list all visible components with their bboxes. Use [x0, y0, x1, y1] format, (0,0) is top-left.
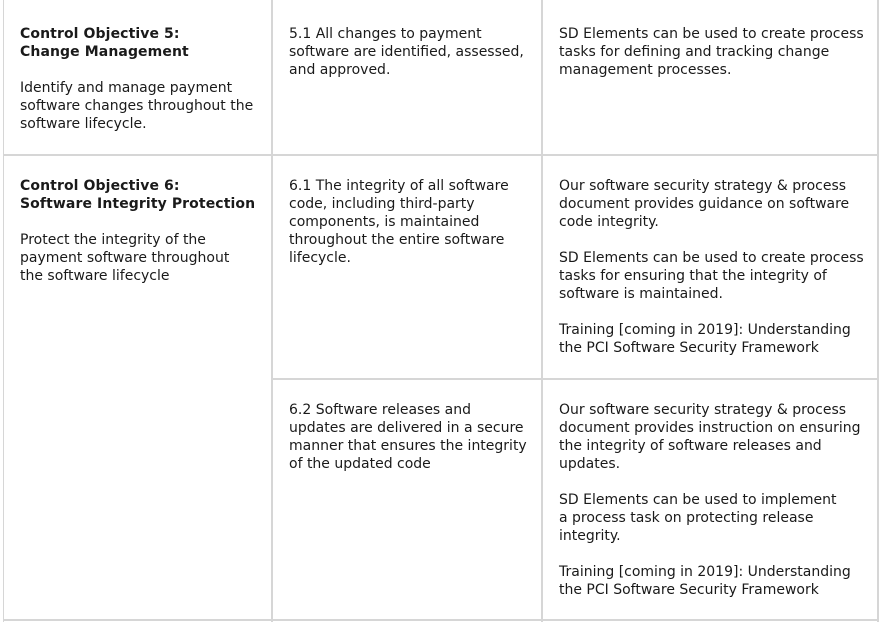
requirement-cell-5-1: [289, 25, 537, 79]
column-divider-1: [271, 0, 273, 622]
table-border-right: [877, 0, 879, 622]
objective-cell-6: [20, 177, 266, 285]
guidance-paragraph: SD Elements can be used to create process tasks for ensuring that the integrity of software is maintained.: [559, 250, 864, 302]
table-border-left: [3, 0, 4, 622]
guidance-cell-6-2: [559, 401, 874, 599]
table-border-bottom: [3, 619, 879, 621]
objective-title-line2: Change Management: [20, 44, 189, 60]
row-divider-1: [3, 154, 879, 156]
requirement-text: 6.2 Software releases and updates are delivered in a secure manner that ensures the integrity of the updated code: [289, 402, 527, 472]
guidance-paragraph: Training [coming in 2019]: Understanding the PCI Software Security Framework: [559, 564, 851, 598]
guidance-paragraph: SD Elements can be used to implement a process task on protecting release integrity.: [559, 492, 837, 544]
objective-cell-5: [20, 25, 266, 133]
requirement-text: 5.1 All changes to payment software are identified, assessed, and approved.: [289, 26, 524, 78]
guidance-paragraph: Training [coming in 2019]: Understanding the PCI Software Security Framework: [559, 322, 851, 356]
row-divider-2: [271, 378, 879, 380]
objective-title-line2: Software Integrity Protection: [20, 196, 256, 212]
guidance-cell-5-1: [559, 25, 874, 79]
guidance-paragraph: Our software security strategy & process document provides instruction on ensuring the integrity of software releases and updates.: [559, 402, 861, 472]
requirement-cell-6-1: [289, 177, 537, 267]
requirement-text: 6.1 The integrity of all software code, including third-party components, is maintained throughout the entire software lifecycle.: [289, 178, 509, 266]
requirement-cell-6-2: [289, 401, 537, 473]
objective-title-line1: Control Objective 5:: [20, 26, 180, 42]
objective-description: Identify and manage payment software changes throughout the software lifecycle.: [20, 80, 254, 132]
column-divider-2: [541, 0, 543, 622]
guidance-cell-6-1: [559, 177, 874, 357]
objective-title-line1: Control Objective 6:: [20, 178, 180, 194]
guidance-paragraph: SD Elements can be used to create process tasks for defining and tracking change management processes.: [559, 26, 864, 78]
guidance-paragraph: Our software security strategy & process document provides guidance on software code integrity.: [559, 178, 850, 230]
objective-description: Protect the integrity of the payment software throughout the software lifecycle: [20, 232, 230, 284]
